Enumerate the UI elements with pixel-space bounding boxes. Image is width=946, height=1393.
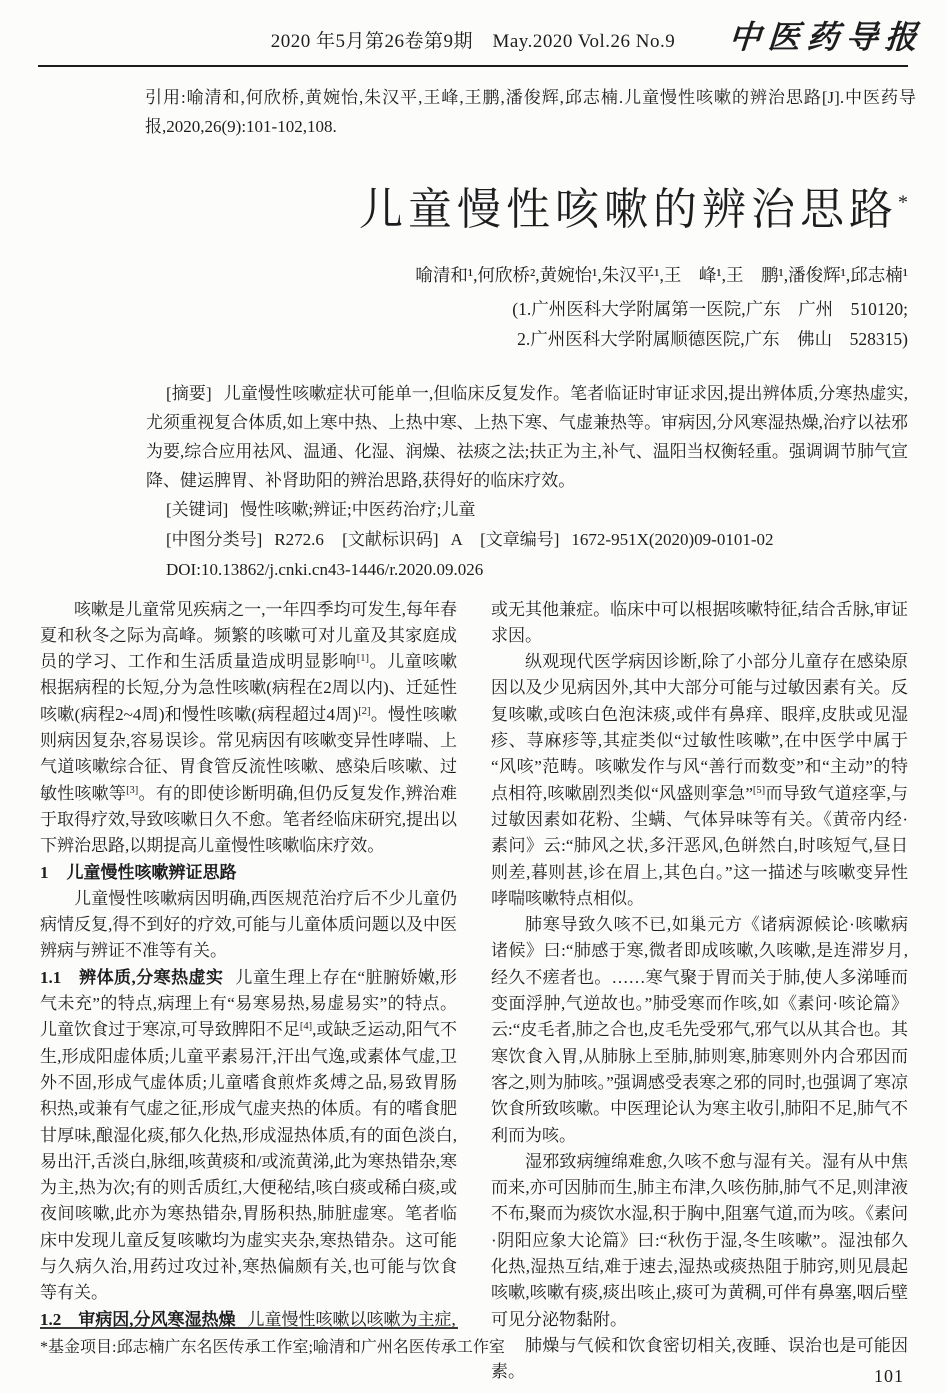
- paragraph-section-1: 儿童慢性咳嗽病因明确,西医规范治疗后不少儿童仍病情反复,得不到好的疗效,可能与儿童体质问题以及中医辨病与辨证不准等有关。: [40, 888, 457, 961]
- subsection-1-2-heading: 1.2 审病因,分风寒湿热燥: [40, 1309, 236, 1329]
- article-body: [40, 597, 908, 1386]
- paragraph-lung-dryness: 肺燥与气候和饮食密切相关,夜睡、误治也是可能因素。: [491, 1335, 908, 1382]
- footnote-rule: [40, 1327, 458, 1329]
- keywords-line: [146, 495, 908, 525]
- title-asterisk: *: [898, 191, 908, 214]
- body-column-left: [40, 597, 457, 1386]
- article-no-value: 1672-951X(2020)09-0101-02: [571, 529, 774, 549]
- page-number: 101: [874, 1366, 904, 1386]
- doc-code-label: [文献标识码]: [342, 529, 439, 549]
- body-column-right: [491, 597, 908, 1386]
- paragraph-lung-cold: 肺寒导致久咳不已,如巢元方《诸病源候论·咳嗽病诸候》曰:“肺感于寒,微者即成咳嗽,久咳嗽,是连滞岁月,经久不瘥者也。……寒气聚于胃而关于肺,使人多涕唾而变面浮肿,气逆故也。”肺受寒而作咳,如《素问·咳论篇》云:“皮毛者,肺之合也,皮毛先受邪气,邪气以从其合也。其寒饮食入胃,从肺脉上至肺,肺则寒,肺寒则外内合邪因而客之,则为肺咳。”强调感受表寒之邪的同时,也强调了寒凉饮食所致咳嗽。中医理论认为寒主收引,肺阳不足,肺气不利而为咳。: [491, 915, 908, 1145]
- paragraph-wind-cough: 纵观现代医学病因诊断,除了小部分儿童存在感染原因以及少见病因外,其中大部分可能与过敏因素有关。反复咳嗽,或咳白色泡沫痰,或伴有鼻痒、眼痒,皮肤或见湿疹、荨麻疹等,其症类似“过敏性咳嗽”,在中医学中属于“风咳”范畴。咳嗽发作与风“善行而数变”和“主动”的特点相符,咳嗽剧烈类似“风盛则挛急”[5]而导致气道痉挛,与过敏因素如花粉、尘螨、气体异味等有关。《黄帝内经·素问》云:“肺风之状,多汗恶风,色皏然白,时咳短气,昼日则差,暮则甚,诊在眉上,其色白。”这一描述与咳嗽变异性哮喘咳嗽特点相似。: [491, 652, 908, 908]
- reference-marker: [4]: [299, 1021, 313, 1033]
- footnote: [40, 1327, 505, 1357]
- section-heading-1: [40, 860, 457, 886]
- reference-marker: [3]: [126, 784, 139, 796]
- abstract-block: [146, 379, 908, 585]
- subsection-1-1: [40, 965, 457, 1307]
- keywords-label: [关键词]: [166, 499, 229, 519]
- article-title: [0, 185, 908, 236]
- authors-line: 喻清和¹,何欣桥²,黄婉怡¹,朱汉平¹,王 峰¹,王 鹏¹,潘俊辉¹,邱志楠¹: [415, 264, 908, 285]
- subsection-1-1-heading: 1.1 辨体质,分寒热虚实: [40, 967, 224, 987]
- abstract-label: [摘要]: [166, 383, 212, 403]
- subsection-1-2-text: 儿童慢性咳嗽以咳嗽为主症,: [247, 1309, 456, 1329]
- citation-line: [145, 83, 916, 141]
- paragraph-intro: 咳嗽是儿童常见疾病之一,一年四季均可发生,每年春夏和秋冬之际为高峰。频繁的咳嗽可对儿童及其家庭成员的学习、工作和生活质量造成明显影响[1]。儿童咳嗽根据病程的长短,分为急性咳嗽(病程在2周以内)、迁延性咳嗽(病程2~4周)和慢性咳嗽(病程超过4周)[2]。慢性咳嗽则病因复杂,容易误诊。常见病因有咳嗽变异性哮喘、上气道咳嗽综合征、胃食管反流性咳嗽、感染后咳嗽、过敏性咳嗽等[3]。有的即使诊断明确,但仍反复发作,辨治难于取得疗效,导致咳嗽日久不愈。笔者经临床研究,提出以下辨治思路,以期提高儿童慢性咳嗽临床疗效。: [40, 599, 458, 856]
- clc-value: R272.6: [274, 529, 324, 549]
- section-title: 儿童慢性咳嗽辨证思路: [66, 862, 237, 882]
- keywords-text: 慢性咳嗽;辨证;中医药治疗;儿童: [240, 499, 476, 519]
- paragraph-dampness: 湿邪致病缠绵难愈,久咳不愈与湿有关。湿有从中焦而来,亦可因肺而生,肺主布津,久咳伤肺,肺气不足,则津液不布,聚而为痰饮水湿,积于胸中,阻塞气道,而为咳。《素问·阴阳应象大论篇》曰:“秋伤于湿,冬生咳嗽”。湿浊郁久化热,湿热互结,难于速去,湿热或痰热阻于肺窍,则见晨起咳嗽,咳嗽有痰,痰出咳止,痰可为黄稠,可伴有鼻塞,咽后壁可见分泌物黏附。: [491, 1151, 908, 1329]
- section-number: 1: [40, 862, 49, 882]
- clc-label: [中图分类号]: [166, 529, 263, 549]
- article-no-label: [文章编号]: [480, 529, 560, 549]
- journal-logo: 中医药导报: [727, 18, 926, 56]
- affiliation-line-1: (1.广州医科大学附属第一医院,广东 广州 510120;: [512, 298, 908, 319]
- reference-marker: [2]: [358, 706, 371, 718]
- doi-line: DOI:10.13862/j.cnki.cn43-1446/r.2020.09.026: [166, 559, 484, 579]
- doc-code-value: A: [450, 529, 462, 549]
- header-rule: [38, 65, 908, 67]
- article-hero: [0, 185, 946, 349]
- classification-line: [146, 525, 908, 555]
- citation-text: 引用:喻清和,何欣桥,黄婉怡,朱汉平,王峰,王鹏,潘俊辉,邱志楠.儿童慢性咳嗽的辨治思路[J].中医药导报,2020,26(9):101-102,108.: [145, 88, 916, 136]
- page-header: [0, 0, 946, 67]
- reference-marker: [5]: [752, 784, 766, 796]
- subsection-1-1-text: 儿童生理上存在“脏腑娇嫩,形气未充”的特点,病理上有“易寒易热,易虚易实”的特点。儿童饮食过于寒凉,可导致脾阳不足[4],或缺乏运动,阳气不生,形成阳虚体质;儿童平素易汗,汗出气逸,或素体气虚,卫外不固,形成气虚体质;儿童嗜食煎炸炙煿之品,易致胃肠积热,或兼有气虚之征,形成气虚夹热的体质。有的嗜食肥甘厚味,酿湿化痰,郁久化热,形成湿热体质,有的面色淡白,易出汗,舌淡白,脉细,咳黄痰和/或流黄涕,此为寒热错杂,寒为主,热为次;有的则舌质红,大便秘结,咳白痰或稀白痰,或夜间咳嗽,此亦为寒热错杂,胃肠积热,肺脏虚寒。笔者临床中发现儿童反复咳嗽均为虚实夹杂,寒热错杂。这可能与久病久治,用药过攻过补,寒热偏颇有关,也可能与饮食等有关。: [40, 967, 458, 1303]
- journal-issue-line: 2020 年5月第26卷第9期 May.2020 Vol.26 No.9: [270, 31, 676, 52]
- abstract-paragraph: [146, 379, 908, 495]
- abstract-text: 儿童慢性咳嗽症状可能单一,但临床反复发作。笔者临证时审证求因,提出辨体质,分寒热虚实,尤须重视复合体质,如上寒中热、上热中寒、上热下寒、气虚兼热等。审病因,分风寒湿热燥,治疗以祛邪为要,综合应用祛风、温通、化湿、润燥、祛痰之法;扶正为主,补气、温阳当权衡轻重。强调调节肺气宣降、健运脾胃、补肾助阳的辨治思路,获得好的临床疗效。: [146, 383, 909, 490]
- article-title-text: 儿童慢性咳嗽的辨治思路: [359, 185, 898, 234]
- footnote-text: *基金项目:邱志楠广东名医传承工作室;喻清和广州名医传承工作室: [40, 1339, 505, 1356]
- affiliation-line-2: 2.广州医科大学附属顺德医院,广东 佛山 528315): [517, 328, 908, 349]
- paragraph-continuation: 或无其他兼症。临床中可以根据咳嗽特征,结合舌脉,审证求因。: [491, 599, 908, 645]
- reference-marker: [1]: [356, 653, 370, 665]
